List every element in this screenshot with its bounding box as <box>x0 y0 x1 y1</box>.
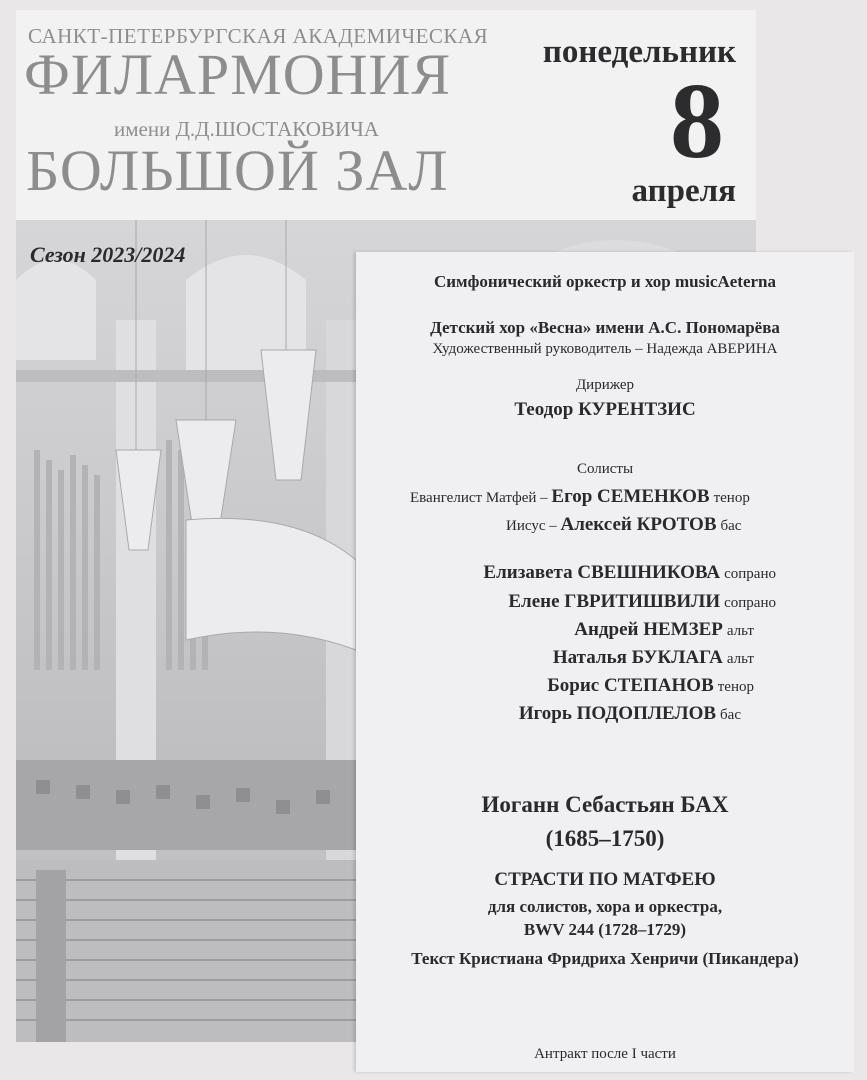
intermission-note: Антракт после I части <box>534 1046 676 1062</box>
soloist-name: Игорь ПОДОПЛЕЛОВ <box>518 703 717 724</box>
concert-month: апреля <box>631 173 736 209</box>
jesus-role: Иисус – <box>506 518 561 534</box>
soloist-voice: бас <box>720 707 741 723</box>
cover-philharmonia-title: ФИЛАРМОНИЯ <box>24 42 452 107</box>
soloist-row <box>396 591 776 613</box>
soloist-voice: тенор <box>717 679 754 695</box>
evangelist-role: Евангелист Матфей – <box>410 490 552 506</box>
conductor-name: Теодор КУРЕНТЗИС <box>514 399 696 420</box>
composer-name: Иоганн Себастьян БАХ <box>481 792 729 817</box>
soloist-row <box>396 562 776 584</box>
work-scoring: для солистов, хора и оркестра, <box>487 897 723 916</box>
conductor-label: Дирижер <box>575 377 635 393</box>
work-catalog: BWV 244 (1728–1729) <box>523 920 687 939</box>
soloist-row <box>396 703 741 725</box>
soloists-label: Солисты <box>576 461 634 477</box>
soloist-name: Борис СТЕПАНОВ <box>547 675 714 696</box>
soloist-name: Елене ГВРИТИШВИЛИ <box>508 591 721 612</box>
soloist-name: Андрей НЕМЗЕР <box>574 619 723 640</box>
season-label: Сезон 2023/2024 <box>30 242 186 267</box>
soloist-row <box>396 647 754 669</box>
program-sheet <box>356 252 854 1072</box>
soloist-voice: альт <box>726 623 754 639</box>
children-choir-line: Детский хор «Весна» имени А.С. Пономарёва <box>430 318 780 337</box>
evangelist-name: Егор СЕМЕНКОВ <box>551 486 710 507</box>
concert-day: 8 <box>670 62 724 181</box>
cover-institution-line: САНКТ-ПЕТЕРБУРГСКАЯ АКАДЕМИЧЕСКАЯ <box>28 24 489 48</box>
jesus-line <box>506 514 741 536</box>
composer-years: (1685–1750) <box>545 826 665 851</box>
soloist-name: Елизавета СВЕШНИКОВА <box>483 562 721 583</box>
jesus-voice: бас <box>720 518 742 534</box>
choir-director-line: Художественный руководитель – Надежда АВЕРИНА <box>432 341 778 357</box>
orchestra-line: Симфонический оркестр и хор musicAeterna <box>433 272 777 291</box>
soloist-voice: сопрано <box>724 595 776 611</box>
soloist-row <box>396 619 754 641</box>
soloist-voice: сопрано <box>724 566 776 582</box>
soloist-name: Наталья БУКЛАГА <box>552 647 723 668</box>
cover-hall-title: БОЛЬШОЙ ЗАЛ <box>26 138 449 203</box>
soloist-row <box>396 675 754 697</box>
libretto-credit: Текст Кристиана Фридриха Хенричи (Пикандера) <box>411 949 799 968</box>
jesus-name: Алексей КРОТОВ <box>560 514 717 535</box>
evangelist-line <box>410 486 750 508</box>
concert-weekday: понедельник <box>542 34 736 70</box>
cover-named-after: имени Д.Д.ШОСТАКОВИЧА <box>114 117 379 141</box>
soloist-voice: альт <box>726 651 754 667</box>
evangelist-voice: тенор <box>713 490 750 506</box>
work-title: СТРАСТИ ПО МАТФЕЮ <box>494 869 716 890</box>
